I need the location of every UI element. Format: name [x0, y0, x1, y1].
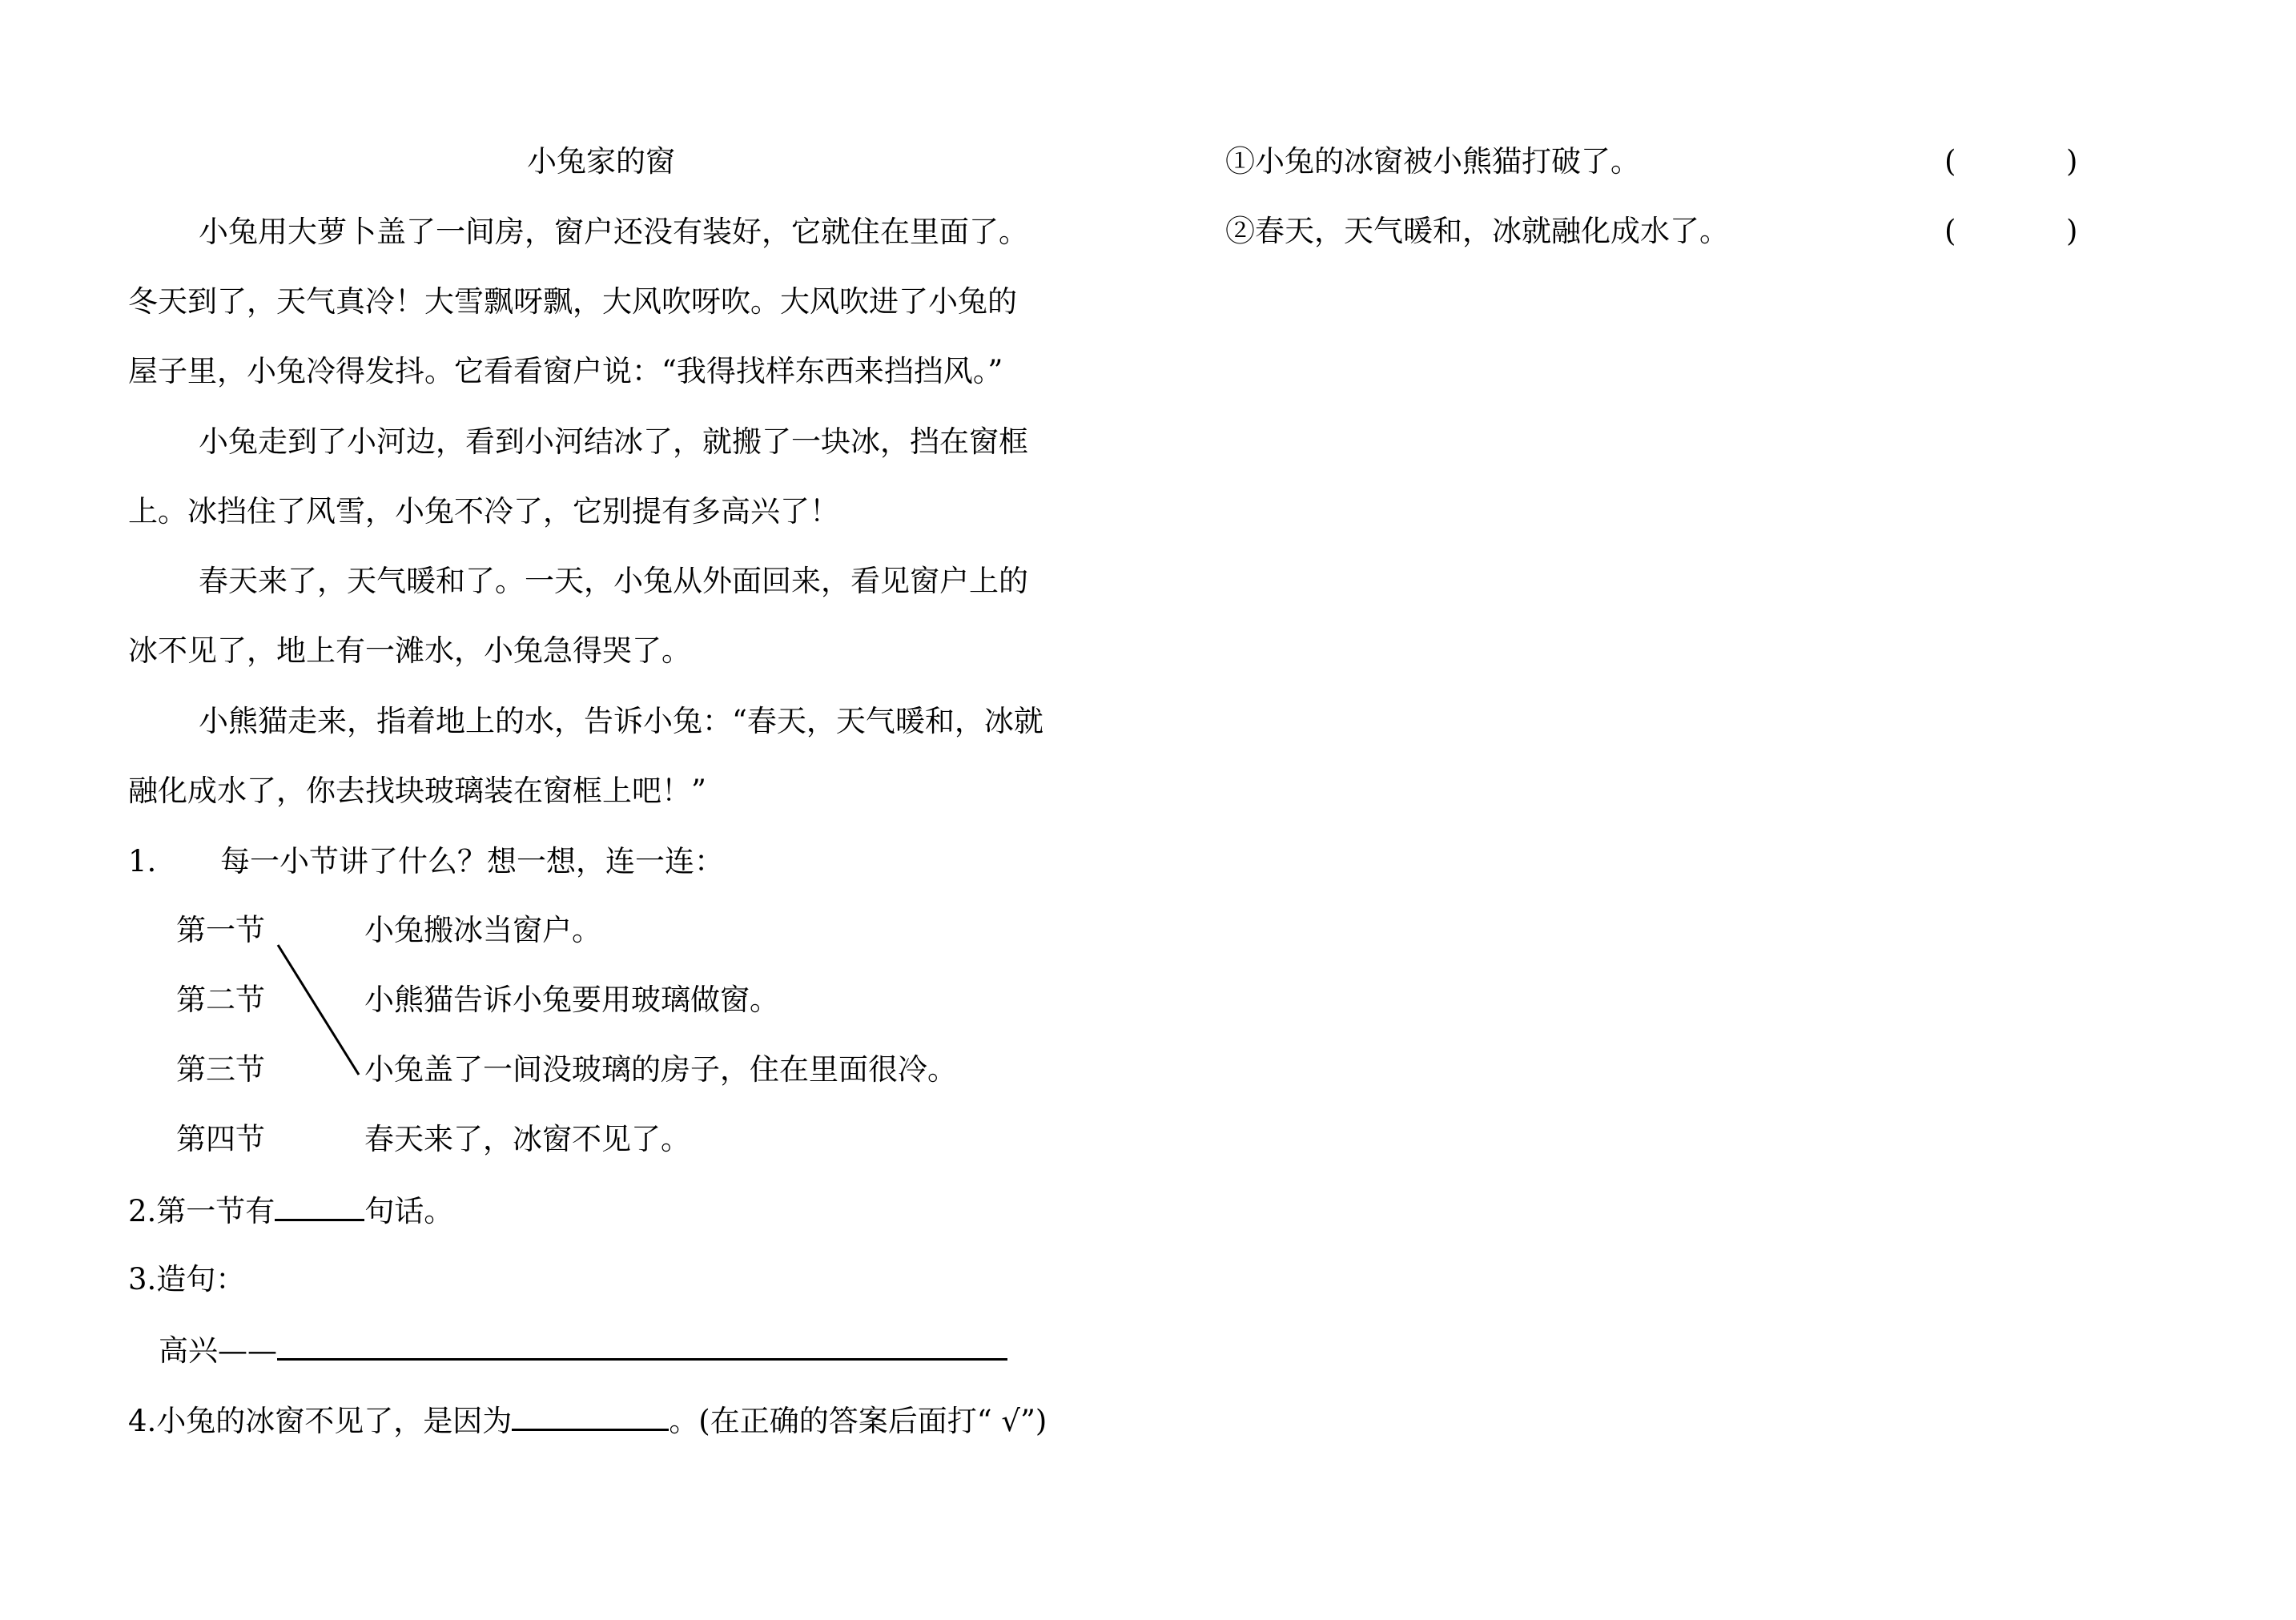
paragraph-1-line-1: 小兔用大萝卜盖了一间房，窗户还没有装好，它就住在里面了。 — [199, 215, 1028, 249]
q1-section-3: 第三节 — [176, 1052, 265, 1087]
q3-line — [159, 1329, 1007, 1371]
paragraph-3-line-2: 冰不见了，地上有一滩水，小兔急得哭了。 — [128, 633, 691, 668]
q3-label: 3.造句： — [128, 1262, 246, 1296]
q4-prefix: 4.小兔的冰窗不见了，是因为 — [128, 1404, 513, 1438]
paragraph-4-line-2: 融化成水了，你去找块玻璃装在窗框上吧！” — [128, 774, 706, 808]
q1-section-2: 第二节 — [176, 983, 265, 1017]
q1-section-4: 第四节 — [176, 1122, 265, 1156]
q1-option-2: 小熊猫告诉小兔要用玻璃做窗。 — [364, 983, 779, 1017]
paragraph-2-line-2: 上。冰挡住了风雪，小兔不冷了，它别提有多高兴了！ — [128, 494, 839, 529]
q3-answer-blank[interactable] — [277, 1329, 1007, 1361]
q2-prefix: 2.第一节有 — [128, 1194, 275, 1228]
q3-word: 高兴—— — [159, 1333, 277, 1368]
choice-1-close-paren: ) — [2066, 144, 2078, 179]
q1-number: 1. — [128, 844, 157, 878]
q1-section-1: 第一节 — [176, 913, 265, 947]
passage-title: 小兔家的窗 — [527, 144, 675, 179]
choice-1-answer-slot[interactable] — [1960, 142, 2057, 182]
q1-option-3: 小兔盖了一间没玻璃的房子，住在里面很冷。 — [364, 1052, 957, 1087]
q1-option-4: 春天来了，冰窗不见了。 — [364, 1122, 690, 1156]
q4-answer-blank[interactable] — [512, 1400, 669, 1431]
paragraph-1-line-3: 屋子里，小兔冷得发抖。它看看窗户说：“我得找样东西来挡挡风。” — [128, 354, 1003, 388]
choice-1-text: ①小兔的冰窗被小熊猫打破了。 — [1225, 144, 1640, 179]
choice-1-open-paren: ( — [1944, 144, 1956, 179]
paragraph-1-line-2: 冬天到了，天气真冷！大雪飘呀飘，大风吹呀吹。大风吹进了小兔的 — [128, 284, 1017, 319]
choice-2-close-paren: ) — [2066, 214, 2078, 248]
q4-suffix: 。(在正确的答案后面打“ √”) — [669, 1404, 1047, 1438]
choice-2-text: ②春天，天气暖和，冰就融化成水了。 — [1225, 214, 1729, 248]
q1-text: 每一小节讲了什么？想一想，连一连： — [220, 844, 724, 878]
paragraph-2-line-1: 小兔走到了小河边，看到小河结冰了，就搬了一块冰，挡在窗框 — [199, 424, 1028, 459]
q2-line — [128, 1190, 453, 1232]
paragraph-4-line-1: 小熊猫走来，指着地上的水，告诉小兔：“春天，天气暖和，冰就 — [199, 704, 1043, 738]
q4-line — [128, 1400, 1047, 1441]
q1-option-1: 小兔搬冰当窗户。 — [364, 913, 601, 947]
choice-2-open-paren: ( — [1944, 214, 1956, 248]
q2-suffix: 句话。 — [364, 1194, 454, 1228]
choice-2-answer-slot[interactable] — [1960, 211, 2057, 251]
paragraph-3-line-1: 春天来了，天气暖和了。一天，小兔从外面回来，看见窗户上的 — [199, 564, 1028, 598]
q2-answer-blank[interactable] — [275, 1190, 364, 1221]
connector-section1-to-option3 — [278, 945, 359, 1075]
